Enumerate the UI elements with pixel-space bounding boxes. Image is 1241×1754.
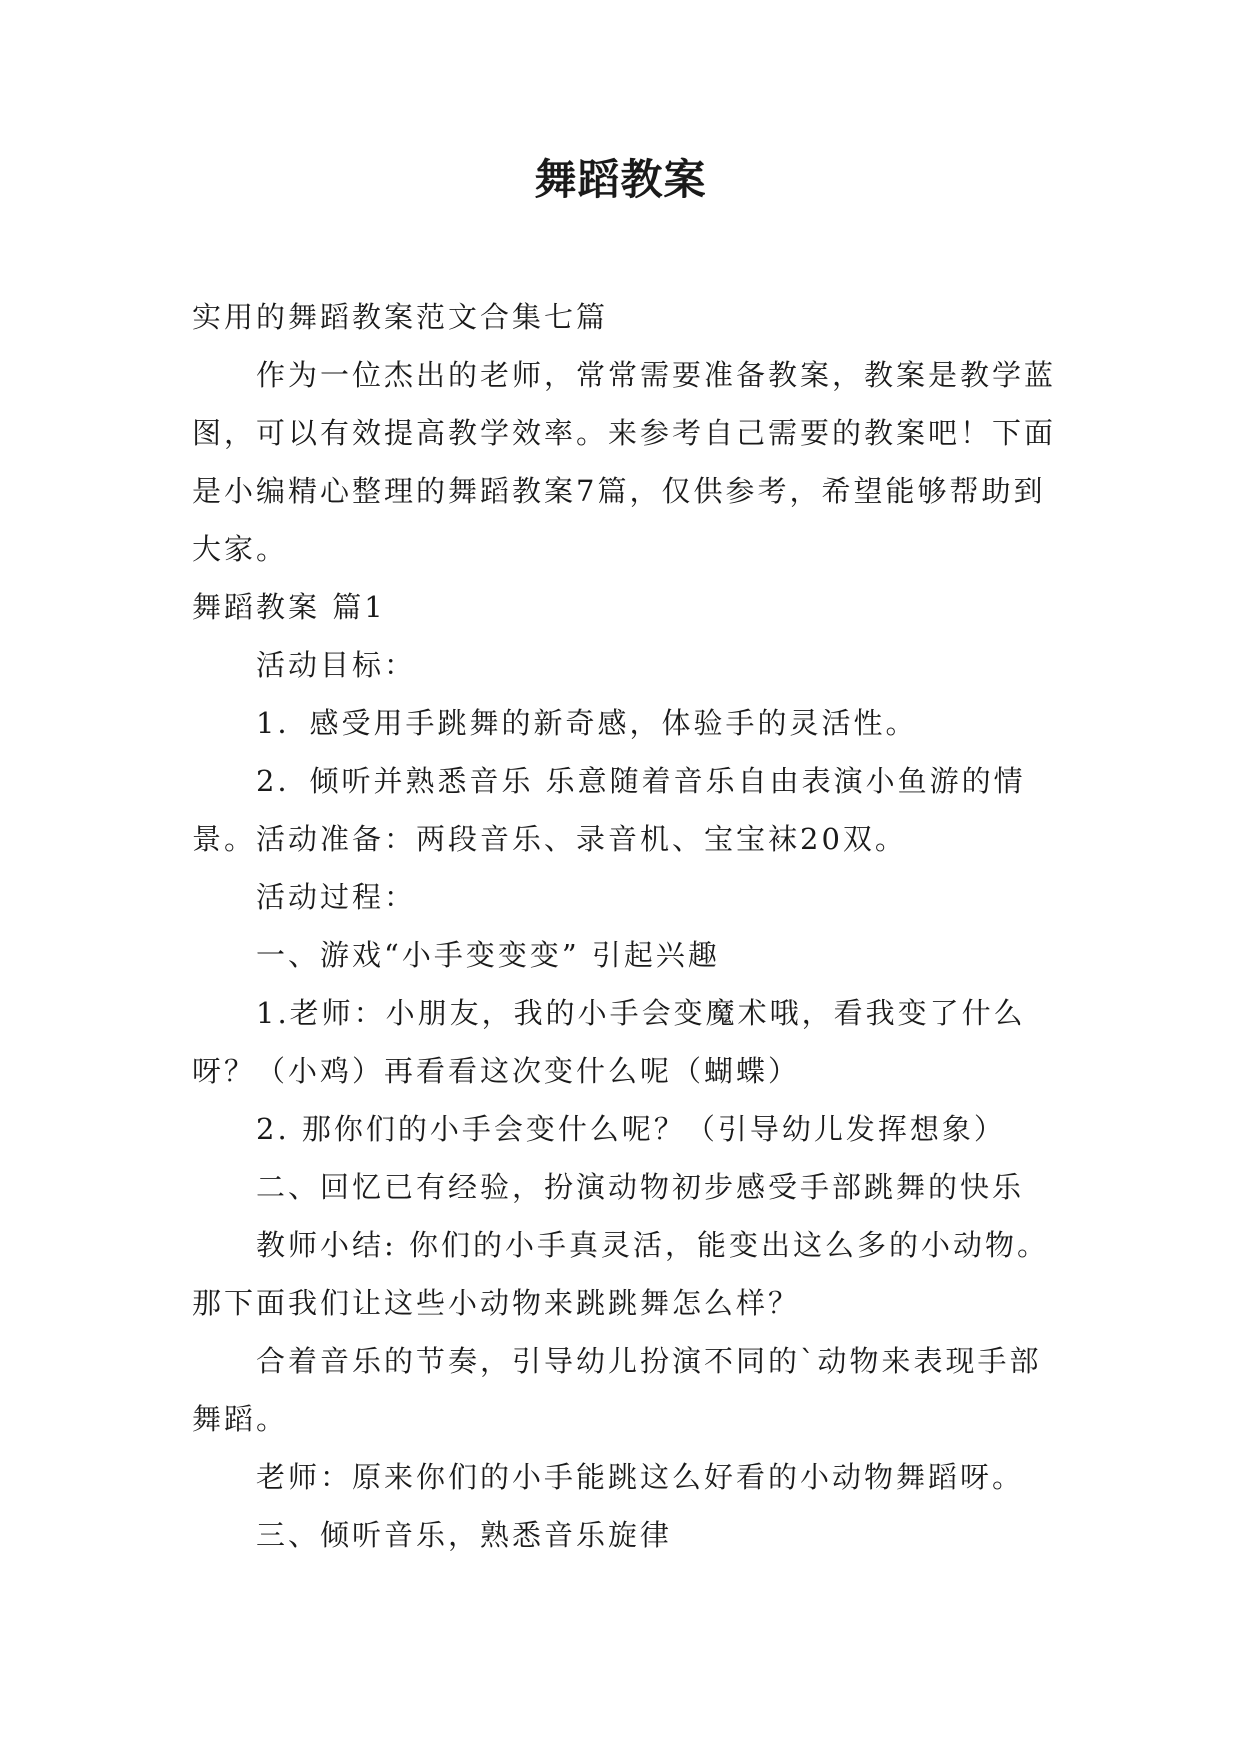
subtitle-line: 实用的舞蹈教案范文合集七篇 bbox=[192, 300, 609, 334]
paragraph: 一、游戏“小手变变变” 引起兴趣 bbox=[256, 938, 720, 972]
paragraph: 合着音乐的节奏，引导幼儿扮演不同的`动物来表现手部舞蹈。 bbox=[192, 1344, 1042, 1436]
paragraph: 1.老师：小朋友，我的小手会变魔术哦，看我变了什么呀？（小鸡）再看看这次变什么呢（蝴蝶） bbox=[192, 996, 1026, 1088]
document-title: 舞蹈教案 bbox=[534, 155, 707, 204]
paragraph: 活动过程： bbox=[256, 880, 417, 914]
section-heading: 舞蹈教案 篇1 bbox=[192, 590, 386, 624]
paragraph: 三、倾听音乐，熟悉音乐旋律 bbox=[256, 1518, 673, 1552]
paragraph: 1．感受用手跳舞的新奇感，体验手的灵活性。 bbox=[256, 706, 918, 740]
document-body bbox=[192, 288, 1062, 1564]
paragraph: 二、回忆已有经验，扮演动物初步感受手部跳舞的快乐 bbox=[256, 1170, 1025, 1204]
paragraph: 2. 那你们的小手会变什么呢？（引导幼儿发挥想象） bbox=[256, 1112, 1006, 1146]
paragraph: 活动目标： bbox=[256, 648, 417, 682]
paragraph: 2．倾听并熟悉音乐 乐意随着音乐自由表演小鱼游的情景。活动准备：两段音乐、录音机、宝宝袜20双。 bbox=[192, 764, 1026, 856]
paragraph: 教师小结: 你们的小手真灵活，能变出这么多的小动物。那下面我们让这些小动物来跳跳舞怎么样？ bbox=[192, 1228, 1049, 1320]
intro-paragraph: 作为一位杰出的老师，常常需要准备教案，教案是教学蓝图，可以有效提高教学效率。来参考自己需要的教案吧！下面是小编精心整理的舞蹈教案7篇，仅供参考，希望能够帮助到大家。 bbox=[192, 358, 1057, 566]
paragraph: 老师：原来你们的小手能跳这么好看的小动物舞蹈呀。 bbox=[256, 1460, 1025, 1494]
